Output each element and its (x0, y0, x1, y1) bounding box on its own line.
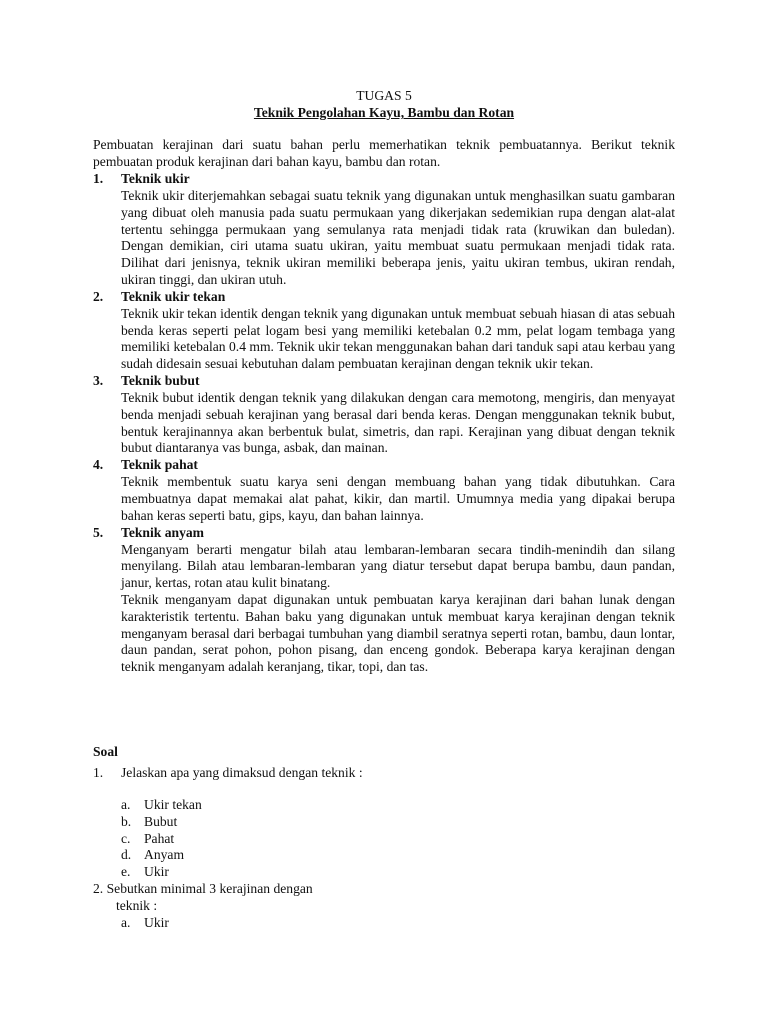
question-text-continued: teknik : (116, 897, 158, 913)
option-letter: a. (121, 797, 131, 812)
option-letter: e. (121, 864, 131, 880)
option-letter: c. (121, 830, 131, 846)
document-subtitle: Teknik Pengolahan Kayu, Bambu dan Rotan (253, 105, 515, 120)
section-paragraph: Teknik ukir tekan identik dengan teknik yang digunakan untuk membuat sebuah hiasan di atas sebuah benda keras seperti pelat logam besi yang memiliki ketebalan 0.2 mm, pelat logam tembaga yang memiliki ketebalan 0.4 mm. Teknik ukir tekan menggunakan bahan dari tanduk sapi atau kerbau yang sudah didesain sesuai kebutuhan dalam pembuatan kerajinan dengan teknik ukir tekan. (121, 305, 675, 372)
technique-sections (93, 171, 675, 676)
option-text: Pahat (144, 830, 175, 846)
section-number: 3. (93, 372, 104, 388)
option-letter: d. (121, 847, 132, 863)
option-text: Ukir (144, 864, 169, 880)
section-teknik-ukir (93, 171, 675, 289)
question-2 (93, 881, 313, 915)
section-number: 5. (93, 524, 104, 540)
section-number: 2. (93, 288, 104, 304)
question-number: 1. (93, 765, 104, 780)
option-letter: a. (121, 915, 131, 930)
section-paragraph: Teknik ukir diterjemahkan sebagai suatu teknik yang digunakan untuk menghasilkan suatu gambaran yang dibuat oleh manusia pada suatu permukaan yang dikerjakan sedemikian rupa dengan alat-alat tertentu sehingga permukaan yang semulanya rata menjadi tidak rata (kruwikan dan buledan). Dengan demikian, ciri utama suatu ukiran, yaitu membuat suatu permukaan menjadi tidak rata. Dilihat dari jenisnya, teknik ukiran memiliki beberapa jenis, yaitu ukiran tembus, ukiran rendah, ukiran tinggi, dan ukiran utuh. (121, 188, 675, 287)
questions-heading: Soal (93, 744, 118, 759)
section-heading (93, 457, 675, 474)
section-title: Teknik bubut (121, 372, 200, 388)
section-paragraph: Menganyam berarti mengatur bilah atau lembaran-lembaran secara tindih-menindih dan silang menyilang. Bilah atau lembaran-lembaran yang diatur tersebut dapat berupa bambu, daun pandan, janur, kertas, rotan atau kulit binatang. (121, 541, 675, 591)
section-title: Teknik ukir (121, 171, 190, 186)
option-text: Bubut (144, 813, 178, 829)
section-teknik-anyam (93, 525, 675, 676)
section-number: 4. (93, 457, 104, 473)
section-title: Teknik pahat (121, 457, 198, 473)
question-text: 2. Sebutkan minimal 3 kerajinan dengan (93, 881, 313, 896)
option-text: Anyam (144, 847, 185, 863)
section-heading (93, 171, 675, 188)
section-teknik-ukir-tekan (93, 289, 675, 373)
section-heading (93, 289, 675, 306)
option-text: Ukir (144, 915, 169, 930)
question-text: Jelaskan apa yang dimaksud dengan teknik : (121, 765, 363, 780)
option-text: Ukir tekan (144, 797, 202, 812)
section-title: Teknik anyam (121, 524, 204, 540)
section-heading (93, 525, 675, 542)
section-paragraph: Teknik bubut identik dengan teknik yang dilakukan dengan cara memotong, mengiris, dan menyayat benda menjadi sebuah kerajinan yang berasal dari benda keras. Dengan menggunakan teknik bubut, bentuk kerajinannya akan berbentuk bulat, simetris, dan rapi. Kerajinan yang dibuat dengan teknik bubut diantaranya vas bunga, asbak, dan mainan. (121, 389, 675, 456)
section-paragraph: Teknik membentuk suatu karya seni dengan membuang bahan yang tidak dibutuhkan. Cara membuatnya dapat memakai alat pahat, kikir, dan martil. Umumnya media yang dipakai berupa bahan keras seperti batu, gips, kayu, dan bahan lainnya. (121, 474, 675, 523)
section-title: Teknik ukir tekan (121, 288, 226, 304)
section-paragraph: Teknik menganyam dapat digunakan untuk pembuatan karya kerajinan dari bahan lunak dengan karakteristik tertentu. Bahan baku yang digunakan untuk membuat karya kerajinan dengan teknik menganyam berasal dari berbagai tumbuhan yang diambil seratnya seperti rotan, bambu, daun lontar, daun pandan, serat pohon, pohon pisang, dan enceng gondok. Beberapa karya kerajinan dengan teknik menganyam adalah keranjang, tikar, topi, dan tas. (121, 591, 675, 675)
section-heading (93, 373, 675, 390)
option-letter: b. (121, 813, 132, 829)
document-title: TUGAS 5 (356, 88, 412, 103)
section-teknik-pahat (93, 457, 675, 524)
section-teknik-bubut (93, 373, 675, 457)
section-number: 1. (93, 171, 104, 186)
intro-paragraph: Pembuatan kerajinan dari suatu bahan perlu memerhatikan teknik pembuatannya. Berikut teknik pembuatan produk kerajinan dari bahan kayu, bambu dan rotan. (93, 137, 675, 169)
